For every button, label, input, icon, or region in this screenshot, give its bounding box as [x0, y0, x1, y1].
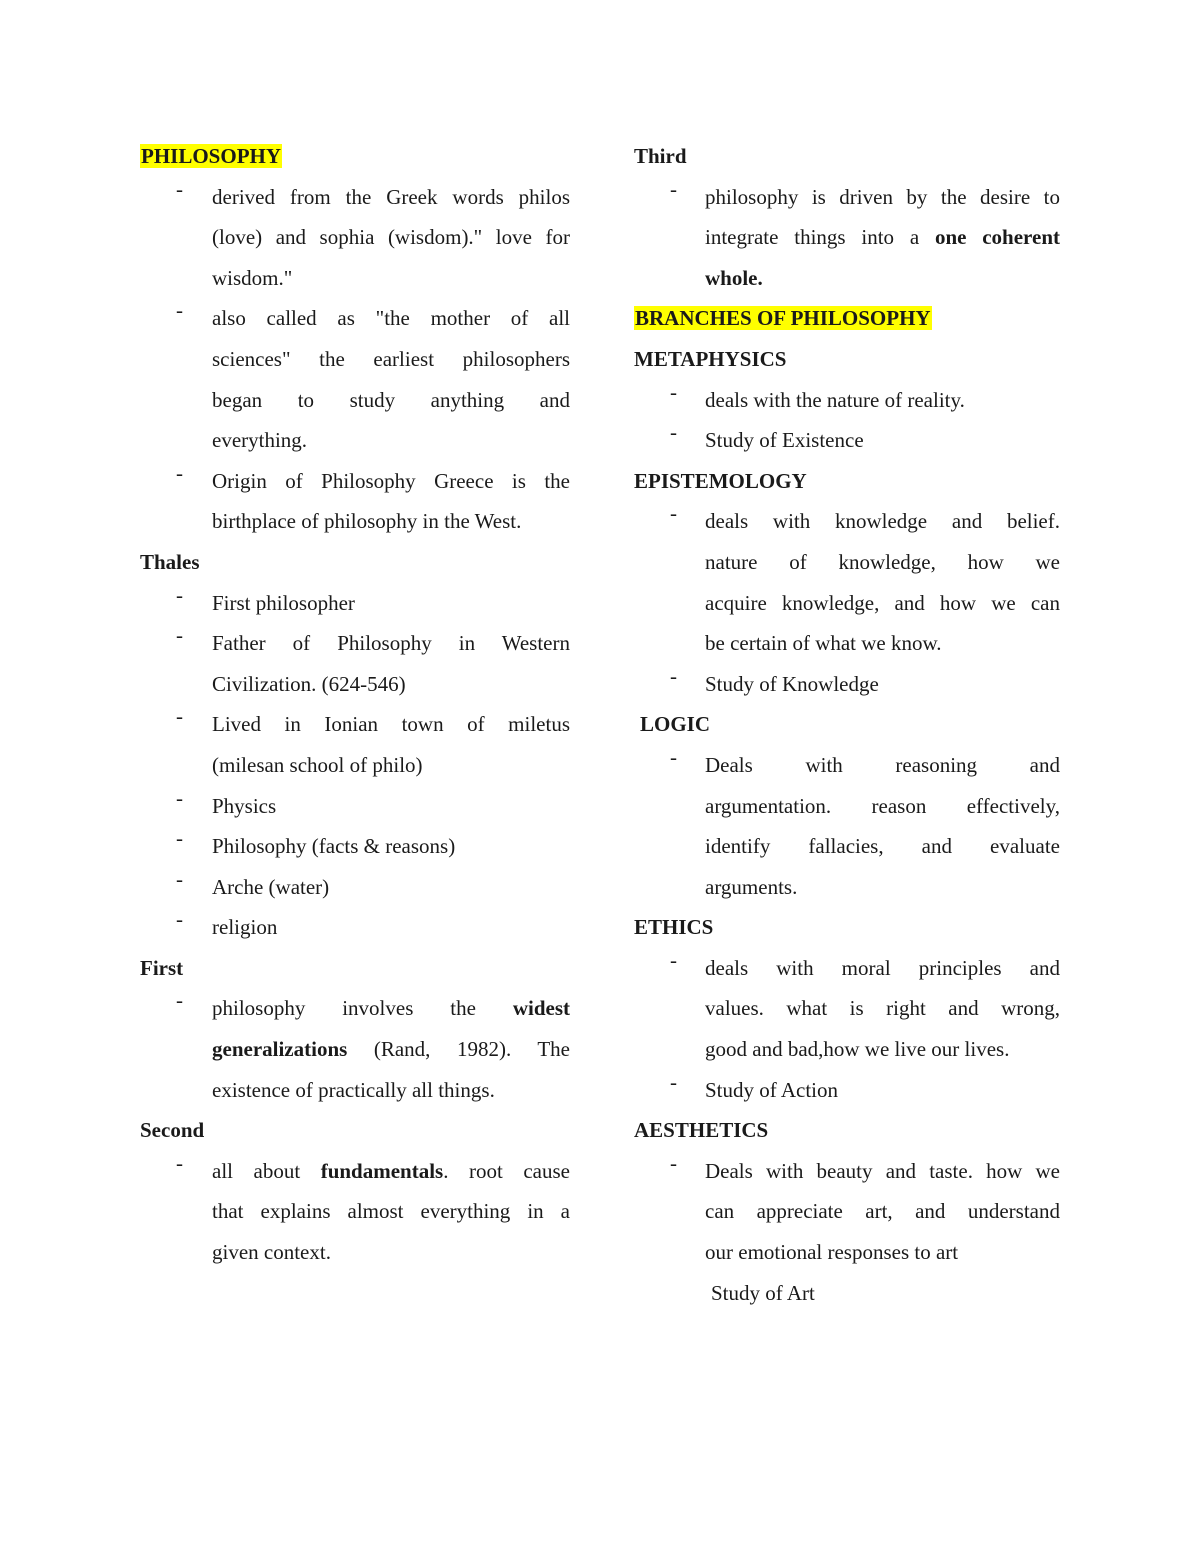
epistemology-list: [634, 501, 1060, 704]
bullet-dash: -: [176, 704, 183, 729]
ethics-heading: ETHICS: [634, 915, 714, 940]
list-item-line: deals with knowledge and belief.: [705, 509, 1060, 534]
logic-heading: LOGIC: [640, 712, 711, 737]
right-column: [634, 136, 1060, 1313]
bullet-dash: -: [670, 1150, 677, 1175]
bullet-dash: -: [176, 460, 183, 485]
list-item-line: Physics: [212, 793, 277, 818]
second-heading: Second: [140, 1118, 205, 1143]
first-list-item: - philosophy involves the widest generalizations (Rand, 1982). The existence of practically all things.: [176, 988, 570, 1102]
second-list-item: - all about fundamentals. root cause that explains almost everything in a given context.: [176, 1150, 570, 1265]
list-item-line: arguments.: [705, 874, 798, 899]
list-item-line: Philosophy (facts & reasons): [212, 834, 456, 859]
list-item-line: argumentation. reason effectively,: [705, 793, 1060, 818]
list-item: [140, 907, 570, 948]
list-item-line: Father of Philosophy in Western: [212, 631, 570, 656]
list-item: [140, 867, 570, 908]
logic-list: [634, 745, 1060, 907]
list-item-line: acquire knowledge, and how we can: [705, 590, 1060, 615]
aesthetics-heading: AESTHETICS: [634, 1118, 769, 1143]
list-item: [140, 786, 570, 827]
list-item: [140, 826, 570, 867]
list-item-line: (milesan school of philo): [212, 752, 423, 777]
list-item: [140, 461, 570, 542]
bullet-dash: -: [670, 379, 677, 404]
bullet-dash: -: [176, 988, 183, 1013]
list-item: [634, 948, 1060, 1070]
list-item: [634, 1070, 1060, 1111]
list-item-line: sciences" the earliest philosophers: [212, 346, 570, 371]
list-item: [634, 1151, 1060, 1273]
list-item: [634, 745, 1060, 907]
list-item-line: nature of knowledge, how we: [705, 549, 1060, 574]
list-item-line: Arche (water): [212, 874, 330, 899]
list-item-line: religion: [212, 915, 278, 940]
thales-list: [140, 583, 570, 948]
list-item: [140, 298, 570, 460]
bullet-dash: -: [176, 176, 183, 201]
list-item: [634, 501, 1060, 663]
list-item: [634, 420, 1060, 461]
list-item-line: Study of Existence: [705, 428, 864, 453]
bullet-dash: -: [176, 1150, 183, 1175]
bullet-dash: -: [670, 744, 677, 769]
metaphysics-heading: METAPHYSICS: [634, 346, 787, 371]
philosophy-heading: PHILOSOPHY: [141, 144, 282, 168]
epistemology-heading: EPISTEMOLOGY: [634, 468, 807, 493]
list-item-line: can appreciate art, and understand: [705, 1199, 1060, 1224]
bullet-dash: -: [670, 176, 677, 201]
list-item-line: values. what is right and wrong,: [705, 996, 1060, 1021]
list-item-line: good and bad,how we live our lives.: [705, 1037, 1010, 1062]
bullet-dash: -: [176, 785, 183, 810]
list-item-line: derived from the Greek words philos: [212, 184, 570, 209]
first-heading: First: [140, 955, 184, 980]
metaphysics-list: [634, 380, 1060, 461]
list-item: [140, 704, 570, 785]
list-item-line: Study of Knowledge: [705, 671, 879, 696]
list-item: [140, 623, 570, 704]
list-item-line: everything.: [212, 428, 308, 453]
bullet-dash: -: [176, 623, 183, 648]
aesthetics-list: [634, 1151, 1060, 1273]
philosophy-list: [140, 177, 570, 542]
list-item-line: birthplace of philosophy in the West.: [212, 509, 522, 534]
third-list-item: - philosophy is driven by the desire to integrate things into a one coherent whole.: [670, 176, 1060, 290]
list-item-line: Deals with beauty and taste. how we: [705, 1158, 1060, 1183]
thales-heading: Thales: [140, 549, 200, 574]
third-heading: Third: [634, 144, 687, 168]
branches-heading: BRANCHES OF PHILOSOPHY: [635, 306, 931, 331]
bullet-dash: -: [670, 420, 677, 445]
list-item-line: Lived in Ionian town of miletus: [212, 712, 570, 737]
ethics-list: [634, 948, 1060, 1110]
study-of-art-text: Study of Art: [711, 1280, 815, 1305]
list-item-line: identify fallacies, and evaluate: [705, 834, 1060, 859]
list-item-line: also called as "the mother of all: [212, 306, 570, 331]
list-item-line: Study of Action: [705, 1077, 839, 1102]
bullet-dash: -: [176, 826, 183, 851]
bullet-dash: -: [176, 866, 183, 891]
bullet-dash: -: [176, 582, 183, 607]
list-item: [140, 583, 570, 624]
list-item: [634, 664, 1060, 705]
list-item-line: deals with moral principles and: [705, 955, 1060, 980]
list-item-line: deals with the nature of reality.: [705, 387, 965, 412]
list-item: [140, 177, 570, 299]
list-item-line: Origin of Philosophy Greece is the: [212, 468, 570, 493]
list-item-line: began to study anything and: [212, 387, 570, 412]
bullet-dash: -: [670, 501, 677, 526]
bullet-dash: -: [670, 947, 677, 972]
bullet-dash: -: [176, 907, 183, 932]
list-item-line: Deals with reasoning and: [705, 752, 1060, 777]
list-item-line: Civilization. (624-546): [212, 671, 406, 696]
list-item-line: (love) and sophia (wisdom)." love for: [212, 225, 570, 250]
list-item-line: be certain of what we know.: [705, 631, 942, 656]
list-item-line: First philosopher: [212, 590, 355, 615]
list-item-line: our emotional responses to art: [705, 1240, 959, 1265]
bullet-dash: -: [670, 1069, 677, 1094]
left-column: [140, 136, 570, 1273]
bullet-dash: -: [670, 663, 677, 688]
bullet-dash: -: [176, 298, 183, 323]
list-item: [634, 380, 1060, 421]
list-item-line: wisdom.": [212, 265, 293, 290]
